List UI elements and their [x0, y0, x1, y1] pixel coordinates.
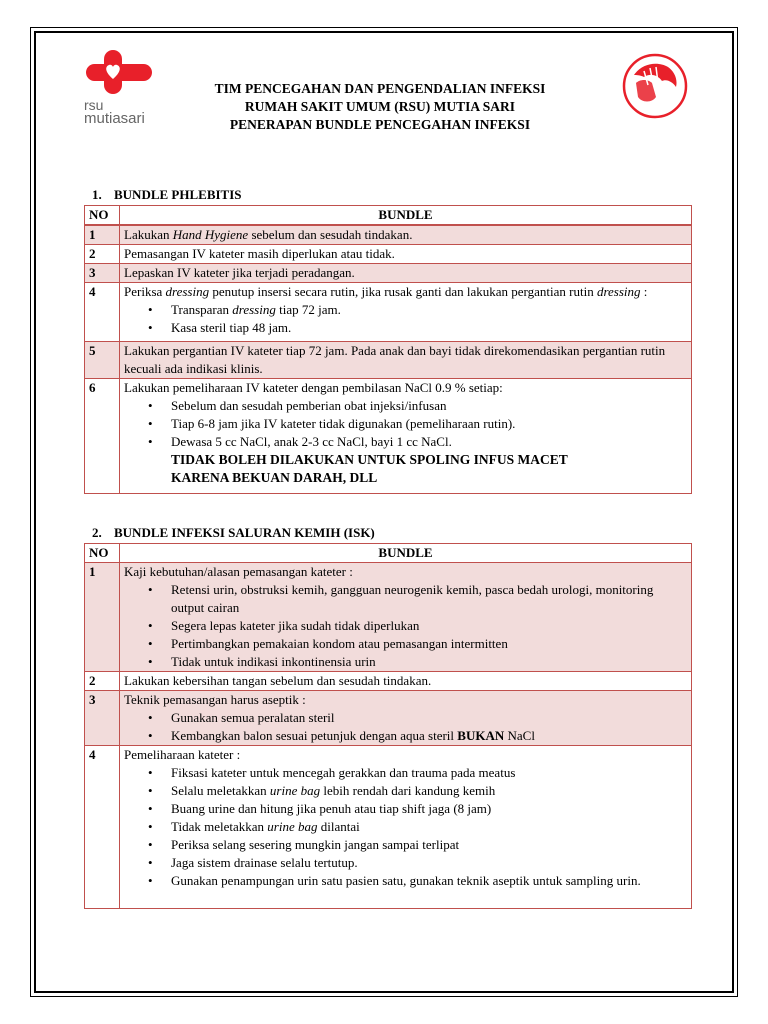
warning-text: KARENA BEKUAN DARAH, DLL: [171, 470, 378, 485]
verbal-badge-logo: [622, 53, 688, 119]
red-cross-heart-icon: [84, 48, 156, 98]
list-item: • Periksa selang sesering mungkin jangan sampai terlipat: [171, 836, 687, 854]
section-1-title: 1. BUNDLE PHLEBITIS: [92, 187, 242, 202]
table-row: 6 Lakukan pemeliharaan IV kateter dengan pembilasan NaCl 0.9 % setiap: • Sebelum dan sesudah pemberian obat injeksi/infusan • Tiap 6-8 jam jika IV kateter tidak digunakan (pemeliharaan rutin). • Dewasa 5 cc NaCl, anak 2-3 cc NaCl, bayi 1 cc NaCl. TIDAK BOLEH DILAKUKAN UNTUK SPOLING INFUS MACET KARENA BEKUAN DARAH, DLL: [85, 379, 692, 494]
table-row: 3 Lepaskan IV kateter jika terjadi peradangan.: [85, 264, 692, 283]
table-row: 2 Lakukan kebersihan tangan sebelum dan sesudah tindakan.: [85, 672, 692, 691]
table-bundle-isk: [84, 543, 692, 909]
table-header-row: [85, 544, 692, 563]
list-item: • Tidak untuk indikasi inkontinensia urin: [171, 653, 687, 671]
list-item: • Tidak meletakkan urine bag dilantai: [171, 818, 687, 836]
list-item: • Segera lepas kateter jika sudah tidak diperlukan: [171, 617, 687, 635]
header-line-1: TIM PENCEGAHAN DAN PENGENDALIAN INFEKSI: [214, 81, 546, 96]
table-row: 5 Lakukan pergantian IV kateter tiap 72 jam. Pada anak dan bayi tidak direkomendasikan pergantian rutin kecuali ada indikasi klinis.: [85, 342, 692, 379]
table-bundle-phlebitis: [84, 205, 692, 494]
list-item: • Dewasa 5 cc NaCl, anak 2-3 cc NaCl, bayi 1 cc NaCl.: [171, 433, 687, 451]
logo-text-rsu: rsu: [84, 97, 104, 113]
list-item: • Gunakan semua peralatan steril: [171, 709, 687, 727]
document-header: [180, 80, 580, 134]
table-row: 1 Kaji kebutuhan/alasan pemasangan kateter : • Retensi urin, obstruksi kemih, gangguan neurogenik kemih, pasca bedah urologi, monitoring output cairan • Segera lepas kateter jika sudah tidak diperlukan • Pertimbangkan pemakaian kondom atau pemasangan intermitten • Tidak untuk indikasi inkontinensia urin: [85, 563, 692, 672]
list-item: • Jaga sistem drainase selalu tertutup.: [171, 854, 687, 872]
col-bundle-header: BUNDLE: [120, 206, 692, 226]
table-row: 1 Lakukan Hand Hygiene sebelum dan sesudah tindakan.: [85, 225, 692, 245]
logo-text-mutiasari: mutiasari: [84, 110, 145, 127]
list-item: • Tiap 6-8 jam jika IV kateter tidak digunakan (pemeliharaan rutin).: [171, 415, 687, 433]
list-item: • Transparan dressing tiap 72 jam.: [171, 301, 687, 319]
col-no-header: NO: [85, 544, 120, 563]
table-row: 4 Periksa dressing penutup insersi secara rutin, jika rusak ganti dan lakukan pergantian rutin dressing : • Transparan dressing tiap 72 jam. • Kasa steril tiap 48 jam.: [85, 283, 692, 342]
table-row: 4 Pemeliharaan kateter : • Fiksasi kateter untuk mencegah gerakkan dan trauma pada meatus • Selalu meletakkan urine bag lebih rendah dari kandung kemih • Buang urine dan hitung jika penuh atau tiap shift jaga (8 jam) • Tidak meletakkan urine bag dilantai • Periksa selang sesering mungkin jangan sampai terlipat • Jaga sistem drainase selalu tertutup. • Gunakan penampungan urin satu pasien satu, gunakan teknik aseptik untuk sampling urin.: [85, 746, 692, 909]
header-line-2: RUMAH SAKIT UMUM (RSU) MUTIA SARI: [244, 99, 516, 114]
header-line-3: PENERAPAN BUNDLE PENCEGAHAN INFEKSI: [229, 117, 531, 132]
warning-text: TIDAK BOLEH DILAKUKAN UNTUK SPOLING INFUS MACET: [171, 452, 568, 467]
list-item: • Selalu meletakkan urine bag lebih rendah dari kandung kemih: [171, 782, 687, 800]
section-2-title: 2. BUNDLE INFEKSI SALURAN KEMIH (ISK): [92, 525, 375, 540]
list-item: • Buang urine dan hitung jika penuh atau tiap shift jaga (8 jam): [171, 800, 687, 818]
list-item: • Kasa steril tiap 48 jam.: [171, 319, 687, 337]
list-item: • Fiksasi kateter untuk mencegah gerakkan dan trauma pada meatus: [171, 764, 687, 782]
col-bundle-header: BUNDLE: [120, 544, 692, 563]
table-row: 3 Teknik pemasangan harus aseptik : • Gunakan semua peralatan steril • Kembangkan balon sesuai petunjuk dengan aqua steril BUKAN NaCl: [85, 691, 692, 746]
table-header-row: [85, 206, 692, 226]
table-row: 2 Pemasangan IV kateter masih diperlukan atau tidak.: [85, 245, 692, 264]
list-item: • Gunakan penampungan urin satu pasien satu, gunakan teknik aseptik untuk sampling urin.: [171, 872, 687, 890]
hand-hygiene-badge-icon: [622, 53, 688, 119]
hospital-logo: [84, 48, 174, 138]
list-item: • Pertimbangkan pemakaian kondom atau pemasangan intermitten: [171, 635, 687, 653]
list-item: • Kembangkan balon sesuai petunjuk dengan aqua steril BUKAN NaCl: [171, 727, 687, 745]
list-item: • Retensi urin, obstruksi kemih, gangguan neurogenik kemih, pasca bedah urologi, monitoring output cairan: [171, 581, 687, 617]
col-no-header: NO: [85, 206, 120, 226]
list-item: • Sebelum dan sesudah pemberian obat injeksi/infusan: [171, 397, 687, 415]
